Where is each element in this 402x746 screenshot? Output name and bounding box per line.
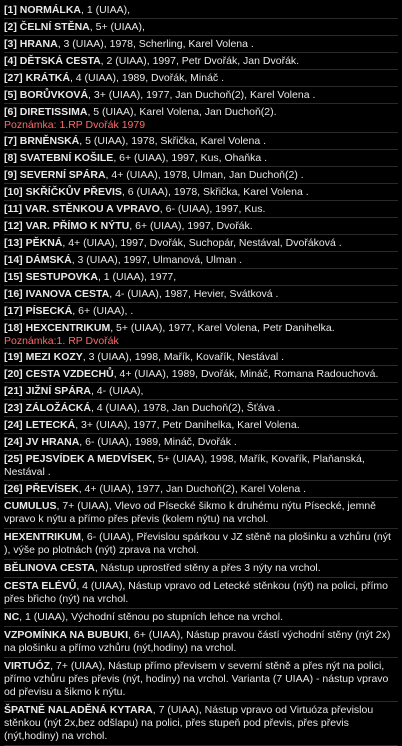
route-item[interactable] xyxy=(4,320,398,349)
route-item[interactable] xyxy=(4,434,398,451)
route-name: DĚTSKÁ CESTA xyxy=(19,55,101,67)
route-name: VAR. STĚNKOU A VPRAVO xyxy=(25,203,160,215)
route-item[interactable] xyxy=(4,481,398,498)
route-number: [9] xyxy=(4,169,17,181)
route-details: , 5+ (UIAA), 1977, Karel Volena, Petr Danihelka. xyxy=(110,322,335,334)
route-details: , 6- (UIAA), 1989, Mináč, Dvořák . xyxy=(79,436,237,448)
route-name: DIRETISSIMA xyxy=(19,106,88,118)
route-name: CESTA ELÉVŮ xyxy=(4,580,77,592)
route-details: , 6 (UIAA), 1978, Skřička, Karel Volena . xyxy=(121,186,309,198)
route-details: , 3 (UIAA), 1978, Scherling, Karel Volena . xyxy=(57,38,254,50)
route-number: [1] xyxy=(4,4,17,16)
route-name: VAR. PŘÍMO K NÝTU xyxy=(25,220,130,232)
route-name: SESTUPOVKA xyxy=(25,271,98,283)
route-name: KRÁTKÁ xyxy=(25,72,70,84)
route-number: [10] xyxy=(4,186,23,198)
route-name: NC xyxy=(4,611,20,623)
route-details: , 4 (UIAA), 1989, Dvořák, Mináč . xyxy=(69,72,224,84)
route-number: [26] xyxy=(4,483,23,495)
route-item[interactable] xyxy=(4,349,398,366)
route-item[interactable] xyxy=(4,702,398,746)
route-details: , Nástup uprostřed stěny a přes 3 nýty na vrchol. xyxy=(94,562,321,574)
route-name: VZPOMÍNKA NA BUBUKI xyxy=(4,629,129,641)
route-name: CESTA VZDECHŮ xyxy=(25,368,114,380)
route-item[interactable] xyxy=(4,366,398,383)
route-name: MEZI KOZY xyxy=(25,351,83,363)
route-number: [3] xyxy=(4,38,17,50)
route-details: , 5 (UIAA), Karel Volena, Jan Duchoň(2). xyxy=(87,106,277,118)
route-details: , 6+ (UIAA), 1997, Kus, Ohaňka . xyxy=(113,152,268,164)
route-details: , 2 (UIAA), 1997, Petr Dvořák, Jan Dvořák. xyxy=(100,55,300,67)
route-name: ZÁLOŽÁCKÁ xyxy=(25,402,91,414)
route-item[interactable] xyxy=(4,167,398,184)
route-number: [8] xyxy=(4,152,17,164)
route-details: , 6+ (UIAA), Nástup pravou částí východní stěny (nýt 2x) na plošinku a přímo vzhůru (nýt,hodiny) na vrchol. xyxy=(4,629,391,654)
route-number: [27] xyxy=(4,72,23,84)
route-number: [21] xyxy=(4,385,23,397)
route-item[interactable] xyxy=(4,609,398,627)
route-name: HEXENTRIKUM xyxy=(4,531,82,543)
route-item[interactable] xyxy=(4,87,398,104)
route-details: , 6- (UIAA), 1997, Kus. xyxy=(159,203,266,215)
route-name: LETECKÁ xyxy=(25,419,76,431)
route-name: BĚLINOVA CESTA xyxy=(4,562,95,574)
route-item[interactable] xyxy=(4,19,398,36)
route-name: BRNĚNSKÁ xyxy=(19,135,80,147)
route-item[interactable] xyxy=(4,400,398,417)
route-number: [13] xyxy=(4,237,23,249)
route-details: , 6+ (UIAA), 1997, Dvořák. xyxy=(129,220,253,232)
route-number: [20] xyxy=(4,368,23,380)
route-number: [6] xyxy=(4,106,17,118)
route-name: ŠPATNĚ NALADĚNÁ KYTARA xyxy=(4,704,153,716)
route-details: , 5+ (UIAA), 1998, Mařík, Kovařík, Plaňanská, Nestával . xyxy=(4,453,365,478)
route-details: , 3+ (UIAA), 1977, Petr Danihelka, Karel Volena. xyxy=(75,419,300,431)
route-number: [25] xyxy=(4,453,23,465)
route-details: , 3+ (UIAA), 1977, Jan Duchoň(2), Karel Volena . xyxy=(88,89,316,101)
route-details: , 1 (UIAA), Východní stěnou po stupních lehce na vrchol. xyxy=(19,611,283,623)
route-item[interactable] xyxy=(4,303,398,320)
route-item[interactable] xyxy=(4,70,398,87)
route-details: , 5 (UIAA), 1978, Skřička, Karel Volena . xyxy=(79,135,267,147)
route-name: BORŮVKOVÁ xyxy=(19,89,89,101)
route-number: [19] xyxy=(4,351,23,363)
route-details: , 4- (UIAA), xyxy=(90,385,144,397)
route-name: SKŘÍČKŮV PŘEVIS xyxy=(25,186,122,198)
route-name: PŘEVÍSEK xyxy=(25,483,79,495)
route-item[interactable] xyxy=(4,658,398,702)
route-item[interactable] xyxy=(4,627,398,658)
route-name: VIRTUÓZ xyxy=(4,660,51,672)
route-number: [7] xyxy=(4,135,17,147)
route-item[interactable] xyxy=(4,451,398,481)
route-item[interactable] xyxy=(4,104,398,133)
route-number: [18] xyxy=(4,322,23,334)
route-number: [17] xyxy=(4,305,23,317)
route-number: [4] xyxy=(4,55,17,67)
route-item[interactable] xyxy=(4,53,398,70)
route-name: DÁMSKÁ xyxy=(25,254,72,266)
route-details: , 7 (UIAA), Nástup vpravo od Virtuóza převislou stěnkou (nýt 2x,bez odšlapu) na polici, přes stupeň pod převis, přes převis (nýt,hodiny) na vrchol. xyxy=(4,704,374,742)
route-item[interactable] xyxy=(4,235,398,252)
route-item[interactable] xyxy=(4,184,398,201)
route-number: [24] xyxy=(4,419,23,431)
route-item[interactable] xyxy=(4,417,398,434)
route-item[interactable] xyxy=(4,560,398,578)
route-item[interactable] xyxy=(4,529,398,560)
route-name: NORMÁLKA xyxy=(19,4,82,16)
route-name: IVANOVA CESTA xyxy=(25,288,110,300)
route-number: [11] xyxy=(4,203,23,215)
route-details: , 4 (UIAA), 1978, Jan Duchoň(2), Šťáva . xyxy=(90,402,281,414)
route-number: [12] xyxy=(4,220,23,232)
route-number: [15] xyxy=(4,271,23,283)
route-details: , 4- (UIAA), 1987, Hevier, Svátková . xyxy=(109,288,279,300)
route-item[interactable] xyxy=(4,498,398,529)
route-item[interactable] xyxy=(4,133,398,150)
route-number: [16] xyxy=(4,288,23,300)
route-number: [24] xyxy=(4,436,23,448)
route-details: , 6- (UIAA), Převislou spárkou v JZ stěně na plošinku a vzhůru (nýt ), výše po plotnách (nýt) zprava na vrchol. xyxy=(4,531,391,556)
route-number: [2] xyxy=(4,21,17,33)
route-item[interactable] xyxy=(4,218,398,235)
route-name: PEJSVÍDEK A MEDVÍSEK xyxy=(25,453,153,465)
route-name: PĚKNÁ xyxy=(25,237,63,249)
route-item[interactable] xyxy=(4,150,398,167)
route-details: , 3 (UIAA), 1997, Ulmanová, Ulman . xyxy=(71,254,243,266)
route-item[interactable] xyxy=(4,286,398,303)
route-details: , 3 (UIAA), 1998, Mařík, Kovařík, Nestával . xyxy=(82,351,285,363)
route-name: SVATEBNÍ KOŠILE xyxy=(19,152,114,164)
route-item[interactable] xyxy=(4,2,398,19)
route-note: Poznámka:1. RP Dvořák xyxy=(4,335,119,347)
route-details: , 1 (UIAA), 1977, xyxy=(97,271,177,283)
route-name: HRANA xyxy=(19,38,58,50)
route-number: [5] xyxy=(4,89,17,101)
route-details: , 4+ (UIAA), 1977, Jan Duchoň(2), Karel Volena . xyxy=(78,483,307,495)
route-number: [14] xyxy=(4,254,23,266)
route-name: HEXCENTRIKUM xyxy=(25,322,111,334)
route-name: SEVERNÍ SPÁRA xyxy=(19,169,106,181)
route-item[interactable] xyxy=(4,383,398,400)
route-details: , 5+ (UIAA), xyxy=(89,21,145,33)
route-details: , 4+ (UIAA), 1997, Dvořák, Suchopár, Nestával, Dvořáková . xyxy=(62,237,342,249)
route-number: [23] xyxy=(4,402,23,414)
route-details: , 6+ (UIAA), . xyxy=(72,305,134,317)
route-details: , 7+ (UIAA), Nástup přímo převisem v severní stěně a přes nýt na polici, přímo vzhůru přes převis (nýt, hodiny) na vrchol. Varianta (7 UIAA) - nástup vpravo od převisu a šikmo k nýtu. xyxy=(4,660,389,698)
route-item[interactable] xyxy=(4,252,398,269)
route-name: JIŽNÍ SPÁRA xyxy=(25,385,91,397)
route-name: PÍSECKÁ xyxy=(25,305,73,317)
route-details: , 4 (UIAA), Nástup vpravo od Letecké stěnkou (nýt) na polici, přímo přes břicho (nýt) na vrchol. xyxy=(4,580,388,605)
route-details: , 4+ (UIAA), 1989, Dvořák, Mináč, Romana Radouchová. xyxy=(113,368,379,380)
route-item[interactable] xyxy=(4,269,398,286)
route-details: , 4+ (UIAA), 1978, Ulman, Jan Duchoň(2) . xyxy=(105,169,304,181)
route-details: , 7+ (UIAA), Vlevo od Písecké šikmo k druhému nýtu Písecké, jemně vpravo k nýtu a přímo přes převis (kolem nýtu) na vrchol. xyxy=(4,500,377,525)
route-name: JV HRANA xyxy=(25,436,80,448)
route-item[interactable] xyxy=(4,36,398,53)
route-details: , 1 (UIAA), xyxy=(81,4,131,16)
route-item[interactable] xyxy=(4,201,398,218)
route-item[interactable] xyxy=(4,578,398,609)
route-note: Poznámka: 1.RP Dvořák 1979 xyxy=(4,119,146,131)
route-name: CUMULUS xyxy=(4,500,57,512)
route-name: ČELNÍ STĚNA xyxy=(19,21,90,33)
